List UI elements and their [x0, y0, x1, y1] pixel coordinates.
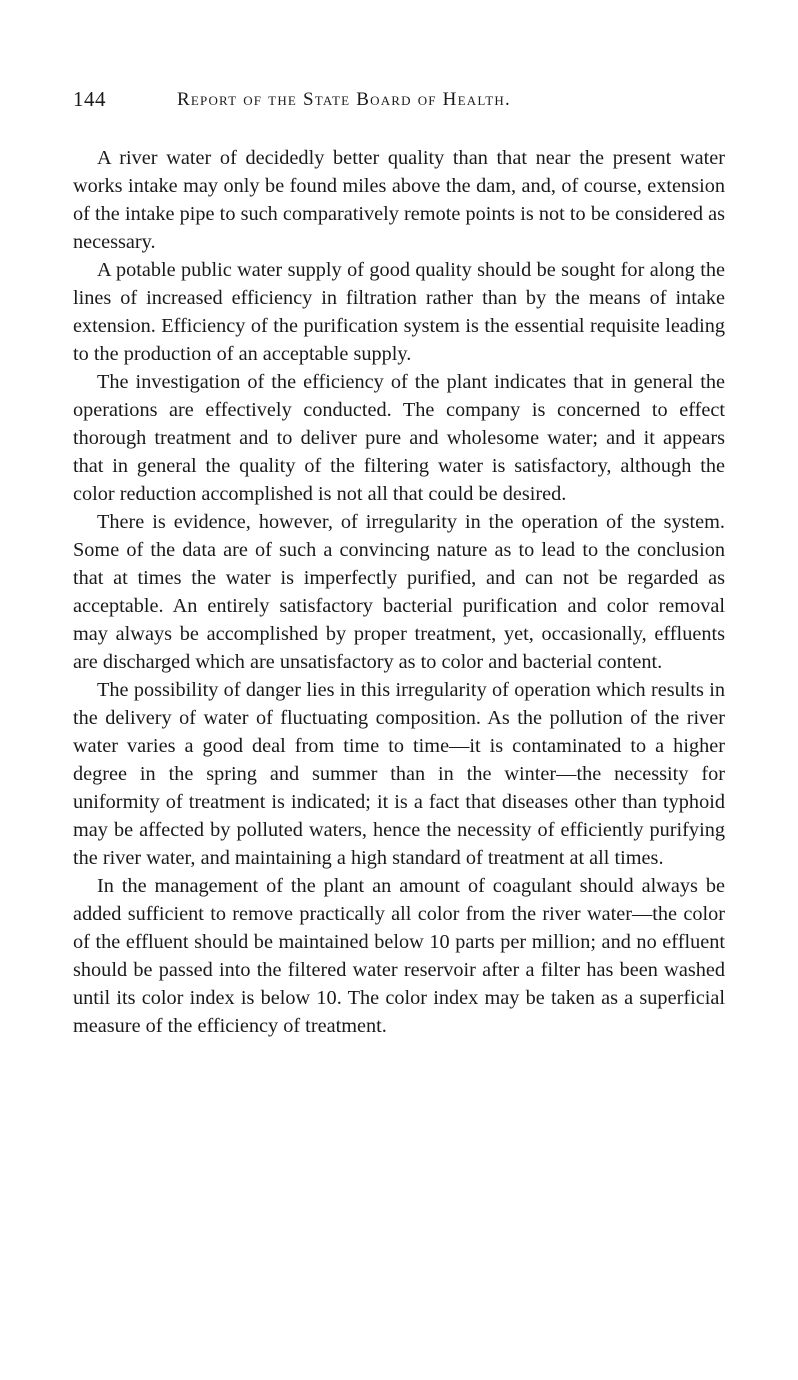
- running-title: Report of the State Board of Health.: [177, 89, 511, 110]
- running-head: [73, 87, 727, 117]
- paragraph: There is evidence, however, of irregularity in the operation of the system. Some of the data are of such a convincing nature as to lead to the conclusion that at times the water is imperfectly purified, and can not be regarded as acceptable. An entirely satisfactory bacterial purification and color removal may always be accomplished by proper treatment, yet, occasionally, effluents are discharged which are unsatisfactory as to color and bacterial content.: [73, 511, 725, 673]
- paragraph: A river water of decidedly better quality than that near the present water works intake may only be found miles above the dam, and, of course, extension of the intake pipe to such comparatively remote points is not to be considered as necessary.: [73, 147, 725, 253]
- paragraph: The investigation of the efficiency of the plant indicates that in general the operations are effectively conducted. The company is concerned to effect thorough treatment and to deliver pure and wholesome water; and it appears that in general the quality of the filtering water is satisfactory, although the color reduction accomplished is not all that could be desired.: [73, 371, 725, 505]
- paragraph: The possibility of danger lies in this irregularity of operation which results in the delivery of water of fluctuating composition. As the pollution of the river water varies a good deal from time to time—it is contaminated to a higher degree in the spring and summer than in the winter—the necessity for uniformity of treatment is indicated; it is a fact that diseases other than typhoid may be affected by polluted waters, hence the necessity of efficiently purifying the river water, and maintaining a high standard of treatment at all times.: [73, 679, 725, 869]
- paragraph: A potable public water supply of good quality should be sought for along the lines of increased efficiency in filtration rather than by the means of intake extension. Efficiency of the purification system is the essential requisite leading to the production of an acceptable supply.: [73, 259, 725, 365]
- page-number: 144: [73, 87, 106, 111]
- body-text: [73, 144, 725, 1040]
- paragraph: In the management of the plant an amount of coagulant should always be added sufficient to remove practically all color from the river water—the color of the effluent should be maintained below 10 parts per million; and no effluent should be passed into the filtered water reservoir after a filter has been washed until its color index is below 10. The color index may be taken as a superficial measure of the efficiency of treatment.: [73, 875, 725, 1037]
